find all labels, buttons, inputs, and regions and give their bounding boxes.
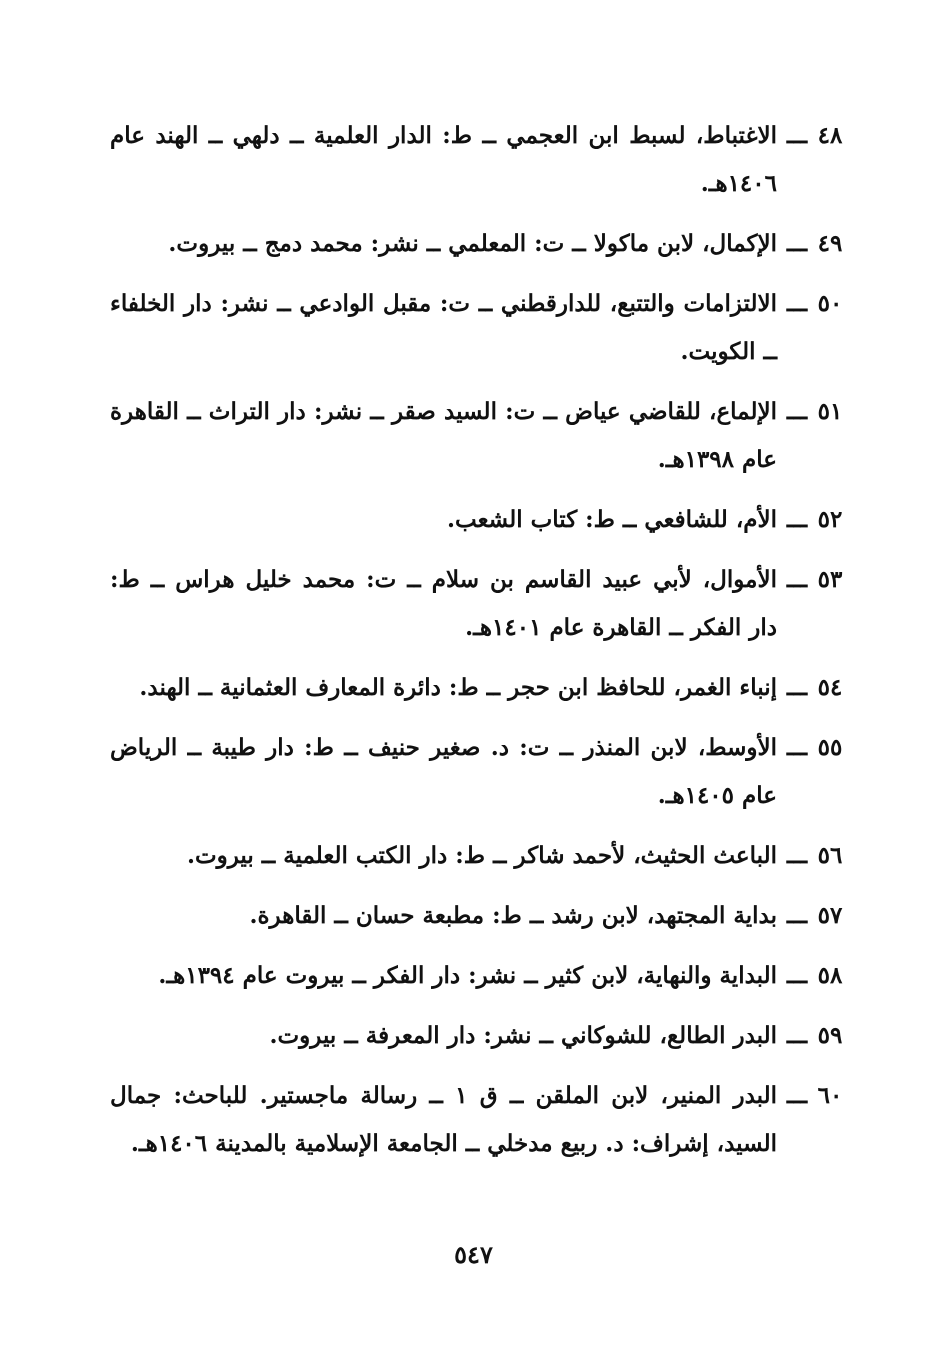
entry-dash: ـــ bbox=[786, 398, 808, 425]
list-item bbox=[110, 664, 847, 712]
entry-number: ٥٦ bbox=[817, 842, 843, 869]
entry-text: الأوسط، لابن المنذر ــ ت: د. صغير حنيف ــ ط: دار طيبة ــ الرياض عام ١٤٠٥هـ. bbox=[110, 734, 777, 809]
list-item bbox=[110, 1012, 847, 1060]
entry-number: ٤٩ bbox=[817, 230, 843, 257]
entry-dash: ـــ bbox=[786, 734, 808, 761]
entry-dash: ـــ bbox=[786, 962, 808, 989]
list-item bbox=[110, 556, 847, 652]
entry-dash: ـــ bbox=[786, 122, 808, 149]
entry-number: ٥٢ bbox=[817, 506, 843, 533]
entry-number: ٥٨ bbox=[817, 962, 843, 989]
entry-number: ٥٠ bbox=[817, 290, 843, 317]
list-item bbox=[110, 388, 847, 484]
list-item bbox=[110, 280, 847, 376]
entry-dash: ـــ bbox=[786, 902, 808, 929]
entry-text: البدر المنير، لابن الملقن ــ ق ١ ــ رسالة ماجستير. للباحث: جمال السيد، إشراف: د. ربيع مدخلي ــ الجامعة الإسلامية بالمدينة ١٤٠٦هـ. bbox=[110, 1082, 777, 1157]
entry-number: ٦٠ bbox=[817, 1082, 843, 1109]
entry-text: البداية والنهاية، لابن كثير ــ نشر: دار الفكر ــ بيروت عام ١٣٩٤هـ. bbox=[158, 962, 777, 989]
list-item bbox=[110, 832, 847, 880]
entry-dash: ـــ bbox=[786, 230, 808, 257]
entry-dash: ـــ bbox=[786, 566, 808, 593]
list-item bbox=[110, 112, 847, 208]
entry-text: الأم، للشافعي ــ ط: كتاب الشعب. bbox=[446, 506, 777, 533]
entry-dash: ـــ bbox=[786, 1082, 808, 1109]
list-item bbox=[110, 952, 847, 1000]
entry-number: ٥١ bbox=[817, 398, 843, 425]
list-item bbox=[110, 220, 847, 268]
list-item bbox=[110, 724, 847, 820]
entry-dash: ـــ bbox=[786, 290, 808, 317]
entry-dash: ـــ bbox=[786, 674, 808, 701]
entry-number: ٤٨ bbox=[817, 122, 843, 149]
entry-text: الإكمال، لابن ماكولا ــ ت: المعلمي ــ نشر: محمد دمج ــ بيروت. bbox=[168, 230, 777, 257]
entry-text: إنباء الغمر، للحافظ ابن حجر ــ ط: دائرة المعارف العثمانية ــ الهند. bbox=[139, 674, 777, 701]
page-number: ٥٤٧ bbox=[454, 1240, 493, 1269]
entry-number: ٥٣ bbox=[817, 566, 843, 593]
entry-number: ٥٥ bbox=[817, 734, 843, 761]
entry-number: ٥٩ bbox=[817, 1022, 843, 1049]
entry-dash: ـــ bbox=[786, 506, 808, 533]
entry-dash: ـــ bbox=[786, 1022, 808, 1049]
list-item bbox=[110, 1072, 847, 1168]
entry-text: الباعث الحثيث، لأحمد شاكر ــ ط: دار الكتب العلمية ــ بيروت. bbox=[186, 842, 777, 869]
entry-number: ٥٧ bbox=[817, 902, 843, 929]
list-item bbox=[110, 892, 847, 940]
entry-number: ٥٤ bbox=[817, 674, 843, 701]
bibliography-list bbox=[110, 112, 847, 1180]
entry-text: الأموال، لأبي عبيد القاسم بن سلام ــ ت: محمد خليل هراس ــ ط: دار الفكر ــ القاهرة عام ١٤٠١هـ. bbox=[110, 566, 777, 641]
entry-text: بداية المجتهد، لابن رشد ــ ط: مطبعة حسان ــ القاهرة. bbox=[249, 902, 777, 929]
entry-dash: ـــ bbox=[786, 842, 808, 869]
entry-text: الاغتباط، لسبط ابن العجمي ــ ط: الدار العلمية ــ دلهي ــ الهند عام ١٤٠٦هـ. bbox=[110, 122, 777, 197]
list-item bbox=[110, 496, 847, 544]
entry-text: البدر الطالع، للشوكاني ــ نشر: دار المعرفة ــ بيروت. bbox=[269, 1022, 777, 1049]
entry-text: الالتزامات والتتبع، للدارقطني ــ ت: مقبل الوادعي ــ نشر: دار الخلفاء ــ الكويت. bbox=[110, 290, 777, 365]
entry-text: الإلماع، للقاضي عياض ــ ت: السيد صقر ــ نشر: دار التراث ــ القاهرة عام ١٣٩٨هـ. bbox=[110, 398, 777, 473]
